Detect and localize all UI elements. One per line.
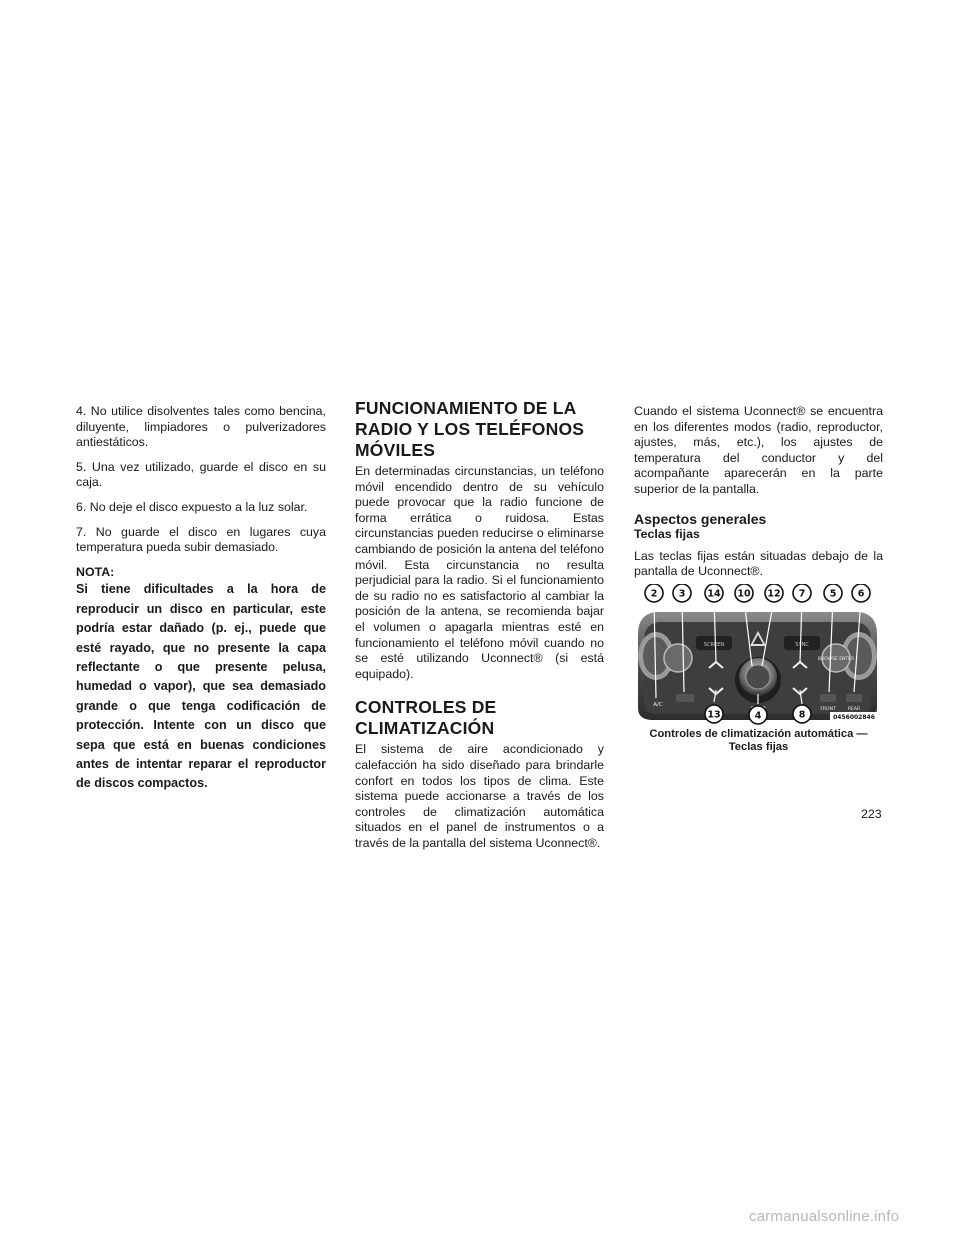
front-label: FRONT [820, 706, 836, 712]
rear-label: REAR [847, 706, 861, 712]
column-middle [355, 398, 604, 860]
heading-fixed-keys: Teclas fijas [634, 526, 700, 541]
callout-6: 6 [857, 588, 865, 600]
browse-enter-label: BROWSE ENTER [817, 656, 855, 662]
callout-8: 8 [798, 709, 806, 721]
callout-2: 2 [650, 588, 658, 600]
figure-caption: Controles de climatización automática — Teclas fijas [649, 727, 868, 754]
screen-label: SCREEN [703, 641, 725, 648]
callouts-top [645, 584, 870, 602]
callout-4: 4 [754, 710, 762, 722]
paragraph-step-7: 7. No guarde el disco en lugares cuya temperatura pueda subir demasiado. [76, 524, 326, 555]
figure-code: 0456002846 [833, 713, 875, 721]
callout-14: 14 [707, 588, 721, 600]
page-number: 223 [861, 807, 882, 821]
column-right [634, 404, 883, 755]
ac-label: A/C [653, 701, 663, 708]
callout-13: 13 [707, 709, 721, 721]
sync-label: SYNC [795, 641, 809, 648]
paragraph-uconnect-modes: Cuando el sistema Uconnect® se encuentra en los diferentes modos (radio, reproductor, ajustes, más, etc.), los ajustes de temperatura del conductor y del acompañante aparecerán en la parte superior de la pantalla. [634, 404, 883, 496]
callout-5: 5 [829, 588, 837, 600]
callout-10: 10 [737, 588, 751, 600]
paragraph-step-4: 4. No utilice disolventes tales como bencina, diluyente, limpiadores o pulverizadores antiestáticos. [76, 404, 326, 450]
column-left [76, 404, 326, 794]
climate-control-figure [634, 584, 881, 728]
paragraph-step-5: 5. Una vez utilizado, guarde el disco en su caja. [76, 459, 326, 490]
callout-12: 12 [767, 588, 781, 600]
callout-7: 7 [798, 588, 806, 600]
callouts-bottom [705, 705, 811, 724]
heading-general-aspects: Aspectos generales [634, 510, 767, 527]
paragraph-radio-phones: En determinadas circunstancias, un teléfono móvil encendido dentro de su vehículo puede provocar que la radio funcione de forma errática o ruidosa. Estas circunstancias pueden reducirse o eliminarse cambiando de posición la antena del teléfono móvil. Esta circunstancia no resulta perjudicial para la radio. Si el funcionamiento de su radio no es satisfactorio al cambiar la posición de la antena, se recomienda bajar el volumen o apagarla mientras esté en funcionamiento el teléfono móvil cuando no se esté utilizando Uconnect® (si está equipado). [355, 464, 604, 681]
paragraph-fixed-keys: Las teclas fijas están situadas debajo de la pantalla de Uconnect®. [634, 548, 883, 579]
heading-climate-controls: CONTROLES DE CLIMATIZACIÓN [355, 697, 497, 739]
paragraph-climate-controls: El sistema de aire acondicionado y calefacción ha sido diseñado para brindarle confort en todos los tipos de clima. Este sistema puede accionarse a través de los controles de climatización automática situados en el panel de instrumentos o a través de la pantalla del sistema Uconnect®. [355, 742, 604, 850]
watermark: carmanualsonline.info [749, 1208, 900, 1225]
note-label: NOTA: [76, 564, 115, 579]
heading-radio-phones: FUNCIONAMIENTO DE LA RADIO Y LOS TELÉFONOS MÓVILES [355, 398, 585, 460]
paragraph-step-6: 6. No deje el disco expuesto a la luz solar. [76, 499, 308, 514]
note-body: Si tiene dificultades a la hora de reproducir un disco en particular, este podría estar dañado (p. ej., puede que esté rayado, que no presente la capa reflectante o que presente pelusa, humedad o vapor), que sea demasiado grande o que tenga codificación de protección. Intente con un disco que sepa que está en buenas condiciones antes de intentar reparar el reproductor de discos compactos. [76, 582, 326, 791]
callout-3: 3 [678, 588, 686, 600]
